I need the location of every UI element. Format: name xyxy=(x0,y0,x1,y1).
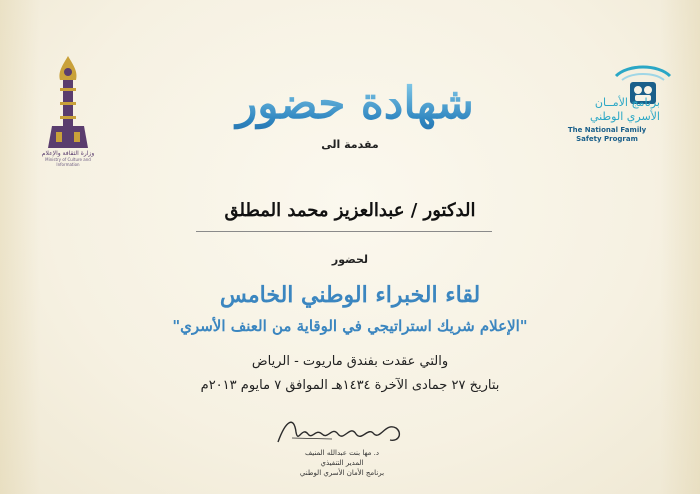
event-date: بتاريخ ٢٧ جمادى الآخرة ١٤٣٤هـ الموافق ٧ مايوم ٢٠١٣م xyxy=(200,378,500,393)
signatory-title: المدير التنفيذي xyxy=(320,459,364,467)
recipient-underline xyxy=(196,231,492,232)
nfsp-name-en-line2: Safety Program xyxy=(576,135,638,143)
signatory-block xyxy=(262,448,422,478)
nfsp-name-ar-line1: برنامج الأمــان xyxy=(594,96,660,109)
signatory-name: د. مها بنت عبدالله المنيف xyxy=(305,449,379,457)
left-border-shade xyxy=(0,0,40,494)
for-attending-label: لحضور xyxy=(331,253,369,266)
event-venue: والتي عقدت بفندق ماريوت - الرياض xyxy=(251,354,449,369)
ministry-caption xyxy=(36,150,100,167)
ministry-caption-en: Ministry of Culture and Information xyxy=(45,157,91,167)
nfsp-name-en xyxy=(542,126,672,144)
event-name: لقاء الخبراء الوطني الخامس xyxy=(219,282,481,308)
handwritten-signature xyxy=(272,412,412,450)
presented-to-label: مقدمة الى xyxy=(321,138,379,151)
certificate-title: شهادة حضور xyxy=(190,78,520,148)
ministry-caption-ar: وزارة الثقافة والإعلام xyxy=(41,150,95,157)
nfsp-name-ar xyxy=(540,96,660,124)
event-theme: "الإعلام شريك استراتيجي في الوقاية من العنف الأسري" xyxy=(172,317,528,335)
ministry-logo xyxy=(38,52,98,164)
recipient-name: الدكتور / عبدالعزيز محمد المطلق xyxy=(224,200,476,221)
signatory-organization: برنامج الأمان الأسري الوطني xyxy=(299,469,385,477)
nfsp-name-ar-line2: الأسري الوطني xyxy=(589,110,660,123)
nfsp-name-en-line1: The National Family xyxy=(567,126,647,134)
